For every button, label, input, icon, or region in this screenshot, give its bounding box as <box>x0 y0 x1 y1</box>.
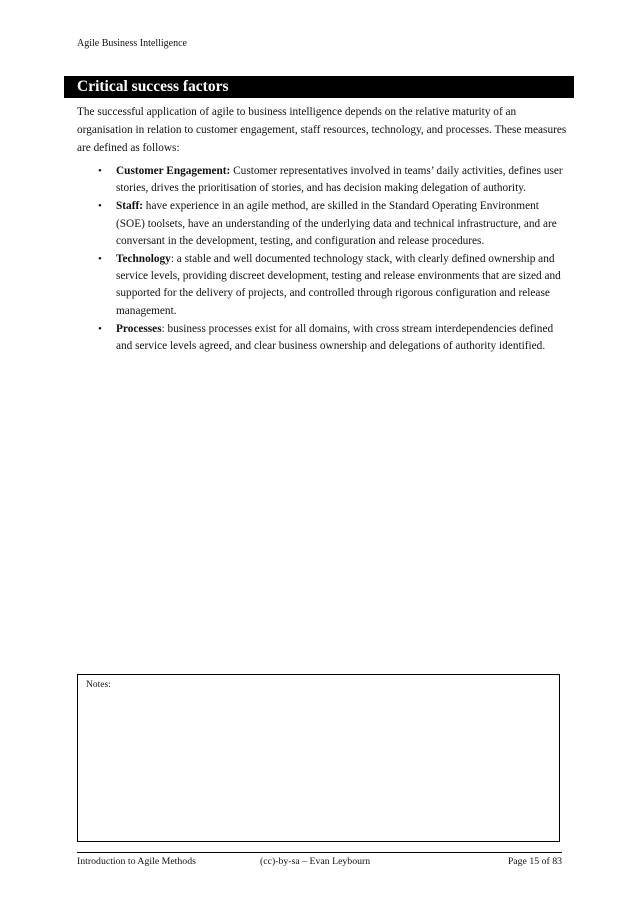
notes-box[interactable] <box>77 674 560 842</box>
bullet-text: : a stable and well documented technology stack, with clearly defined ownership and service levels, providing discreet development, testing and release environments that are sized and supported for the delivery of projects, and controlled through rigorous configuration and release management. <box>116 253 561 317</box>
list-item <box>77 198 567 250</box>
page-footer <box>77 852 562 867</box>
bullet-term: Staff: <box>116 200 143 213</box>
list-item <box>77 321 567 355</box>
section-title: Critical success factors <box>77 78 229 95</box>
footer-license: (cc)-by-sa – Evan Leybourn <box>260 856 371 867</box>
footer-page-number: Page 15 of 83 <box>507 856 562 867</box>
section-heading-bar <box>64 76 574 98</box>
bullet-text: : business processes exist for all domains, with cross stream interdependencies defined and service levels agreed, and clear business ownership and delegations of authority identified. <box>116 322 554 353</box>
bullet-term: Customer Engagement: <box>116 165 231 177</box>
intro-paragraph: The successful application of agile to business intelligence depends on the relative maturity of an organisation in relation to customer engagement, staff resources, technology, and processes. These measures are defined as follows: <box>77 106 567 154</box>
running-header: Agile Business Intelligence <box>77 38 187 49</box>
bullet-icon: • <box>98 200 102 213</box>
bullet-term: Technology <box>116 253 171 266</box>
bullet-term: Processes <box>116 322 162 335</box>
list-item <box>77 251 567 320</box>
list-item <box>77 163 567 197</box>
bullet-text: Customer representatives involved in teams’ daily activities, defines user stories, drives the prioritisation of stories, and has decision making delegation of authority. <box>116 165 563 195</box>
bullet-icon: • <box>98 322 102 335</box>
bullet-icon: • <box>98 253 102 266</box>
footer-document-title: Introduction to Agile Methods <box>77 856 196 867</box>
notes-label: Notes: <box>86 680 111 690</box>
bullet-text: have experience in an agile method, are skilled in the Standard Operating Environment (SOE) toolsets, have an understanding of the underlying data and technical infrastructure, and are conversant in the development, testing, and configuration and release procedures. <box>116 200 557 247</box>
success-factor-list <box>77 163 567 356</box>
bullet-icon: • <box>98 165 102 177</box>
